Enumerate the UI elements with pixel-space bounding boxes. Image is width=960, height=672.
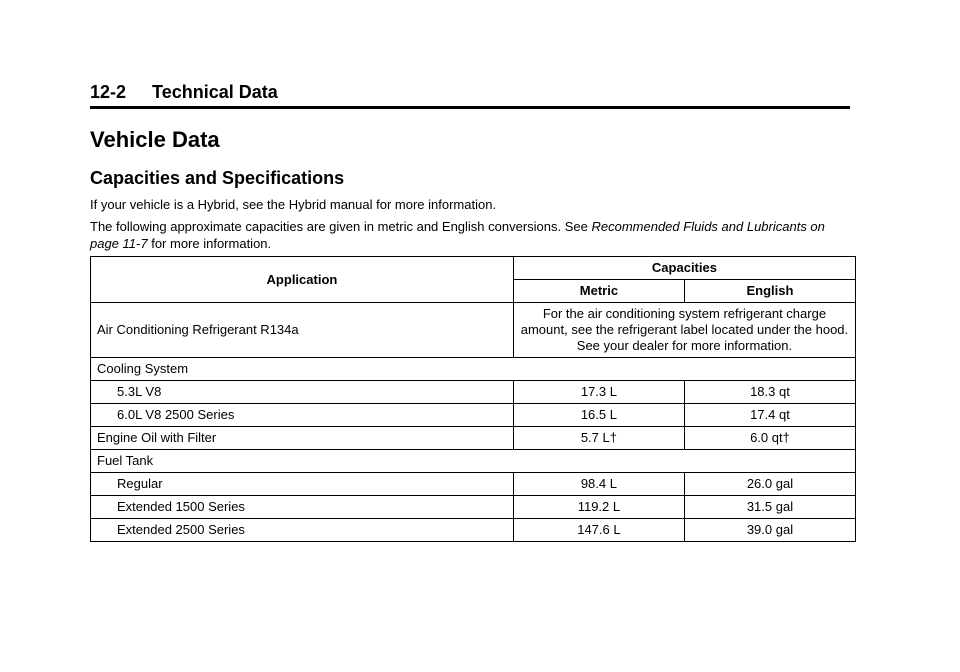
table-row [91,473,856,496]
row-label: 6.0L V8 2500 Series [91,404,514,427]
table-row-ac [91,303,856,358]
metric-value: 119.2 L [513,496,684,519]
chapter-title: Technical Data [152,82,278,102]
intro-paragraph [90,218,850,252]
page-number: 12-2 [90,82,127,102]
table-row [91,381,856,404]
table-row-engine-oil [91,427,856,450]
english-value: 31.5 gal [684,496,855,519]
table-row [91,496,856,519]
english-value: 17.4 qt [684,404,855,427]
group-label: Cooling System [91,358,856,381]
hybrid-note: If your vehicle is a Hybrid, see the Hybrid manual for more information. [90,197,497,212]
intro-text-after: for more information. [147,236,272,251]
metric-value: 16.5 L [513,404,684,427]
intro-text-before: The following approximate capacities are given in metric and English conversions. See [90,219,592,234]
row-label: Regular [91,473,514,496]
table-row [91,519,856,542]
subsection-title: Capacities and Specifications [90,168,345,188]
header-english: English [684,280,855,303]
table-row-fuel [91,450,856,473]
row-label: Engine Oil with Filter [91,427,514,450]
metric-value: 5.7 L† [513,427,684,450]
english-value: 6.0 qt† [684,427,855,450]
ac-refrigerant-note: For the air conditioning system refrigerant charge amount, see the refrigerant label located under the hood. See your dealer for more information. [513,303,855,358]
capacities-table [90,256,856,542]
row-label: Air Conditioning Refrigerant R134a [91,303,514,358]
page-header-text [90,82,278,102]
metric-value: 98.4 L [513,473,684,496]
section-title: Vehicle Data [90,127,220,152]
english-value: 39.0 gal [684,519,855,542]
header-capacities: Capacities [513,257,855,280]
table-row-cooling [91,358,856,381]
row-label: 5.3L V8 [91,381,514,404]
english-value: 18.3 qt [684,381,855,404]
row-label: Extended 1500 Series [91,496,514,519]
header-application: Application [91,257,514,303]
fluids-reference-link[interactable]: Recommended Fluids and Lubricants on page 11-7 [90,219,825,251]
metric-value: 147.6 L [513,519,684,542]
header-metric: Metric [513,280,684,303]
group-label: Fuel Tank [91,450,856,473]
table-row [91,404,856,427]
row-label: Extended 2500 Series [91,519,514,542]
metric-value: 17.3 L [513,381,684,404]
page-header [90,82,850,109]
english-value: 26.0 gal [684,473,855,496]
